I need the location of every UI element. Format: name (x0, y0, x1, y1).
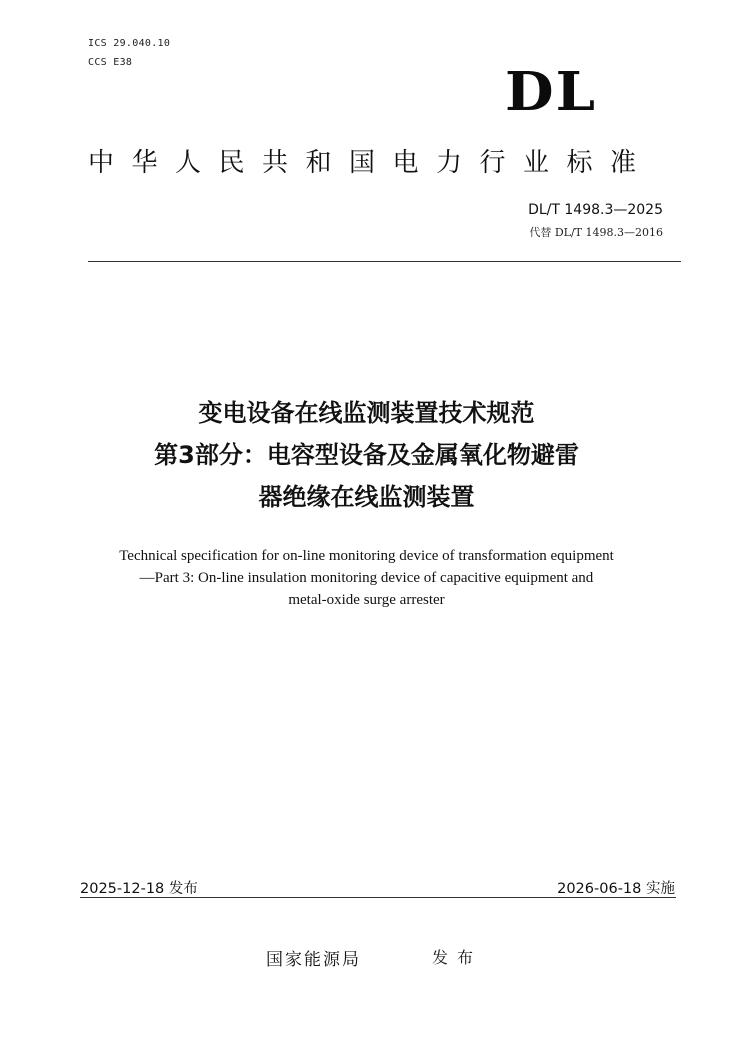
implement-date: 2026-06-18 实施 (557, 881, 675, 897)
header-divider (88, 261, 681, 262)
chinese-title-line: 变电设备在线监测装置技术规范 (198, 399, 535, 427)
ccs-code: CCS E38 (88, 57, 133, 68)
dl-logo: DL (505, 60, 597, 124)
standard-type-title: 中华人民共和国电力行业标准 (88, 148, 654, 178)
issue-label: 发布 (432, 948, 483, 967)
english-title-line: Technical specification for on-line monitoring device of transformation equipment (119, 548, 614, 564)
english-title (40, 545, 693, 611)
issuing-authority: 国家能源局 (266, 950, 361, 970)
ics-code: ICS 29.040.10 (88, 38, 171, 49)
chinese-title-line: 第3部分：电容型设备及金属氧化物避雷 (154, 441, 579, 469)
standard-number: DL/T 1498.3—2025 (528, 202, 663, 218)
chinese-title (60, 392, 673, 518)
chinese-title-line: 器绝缘在线监测装置 (258, 483, 475, 511)
publish-date: 2025-12-18 发布 (80, 881, 198, 897)
replaces-standard: 代替 DL/T 1498.3—2016 (529, 226, 663, 239)
english-title-line: metal-oxide surge arrester (288, 592, 445, 608)
footer-divider (80, 897, 676, 898)
english-title-line: —Part 3: On-line insulation monitoring device of capacitive equipment and (139, 570, 594, 586)
